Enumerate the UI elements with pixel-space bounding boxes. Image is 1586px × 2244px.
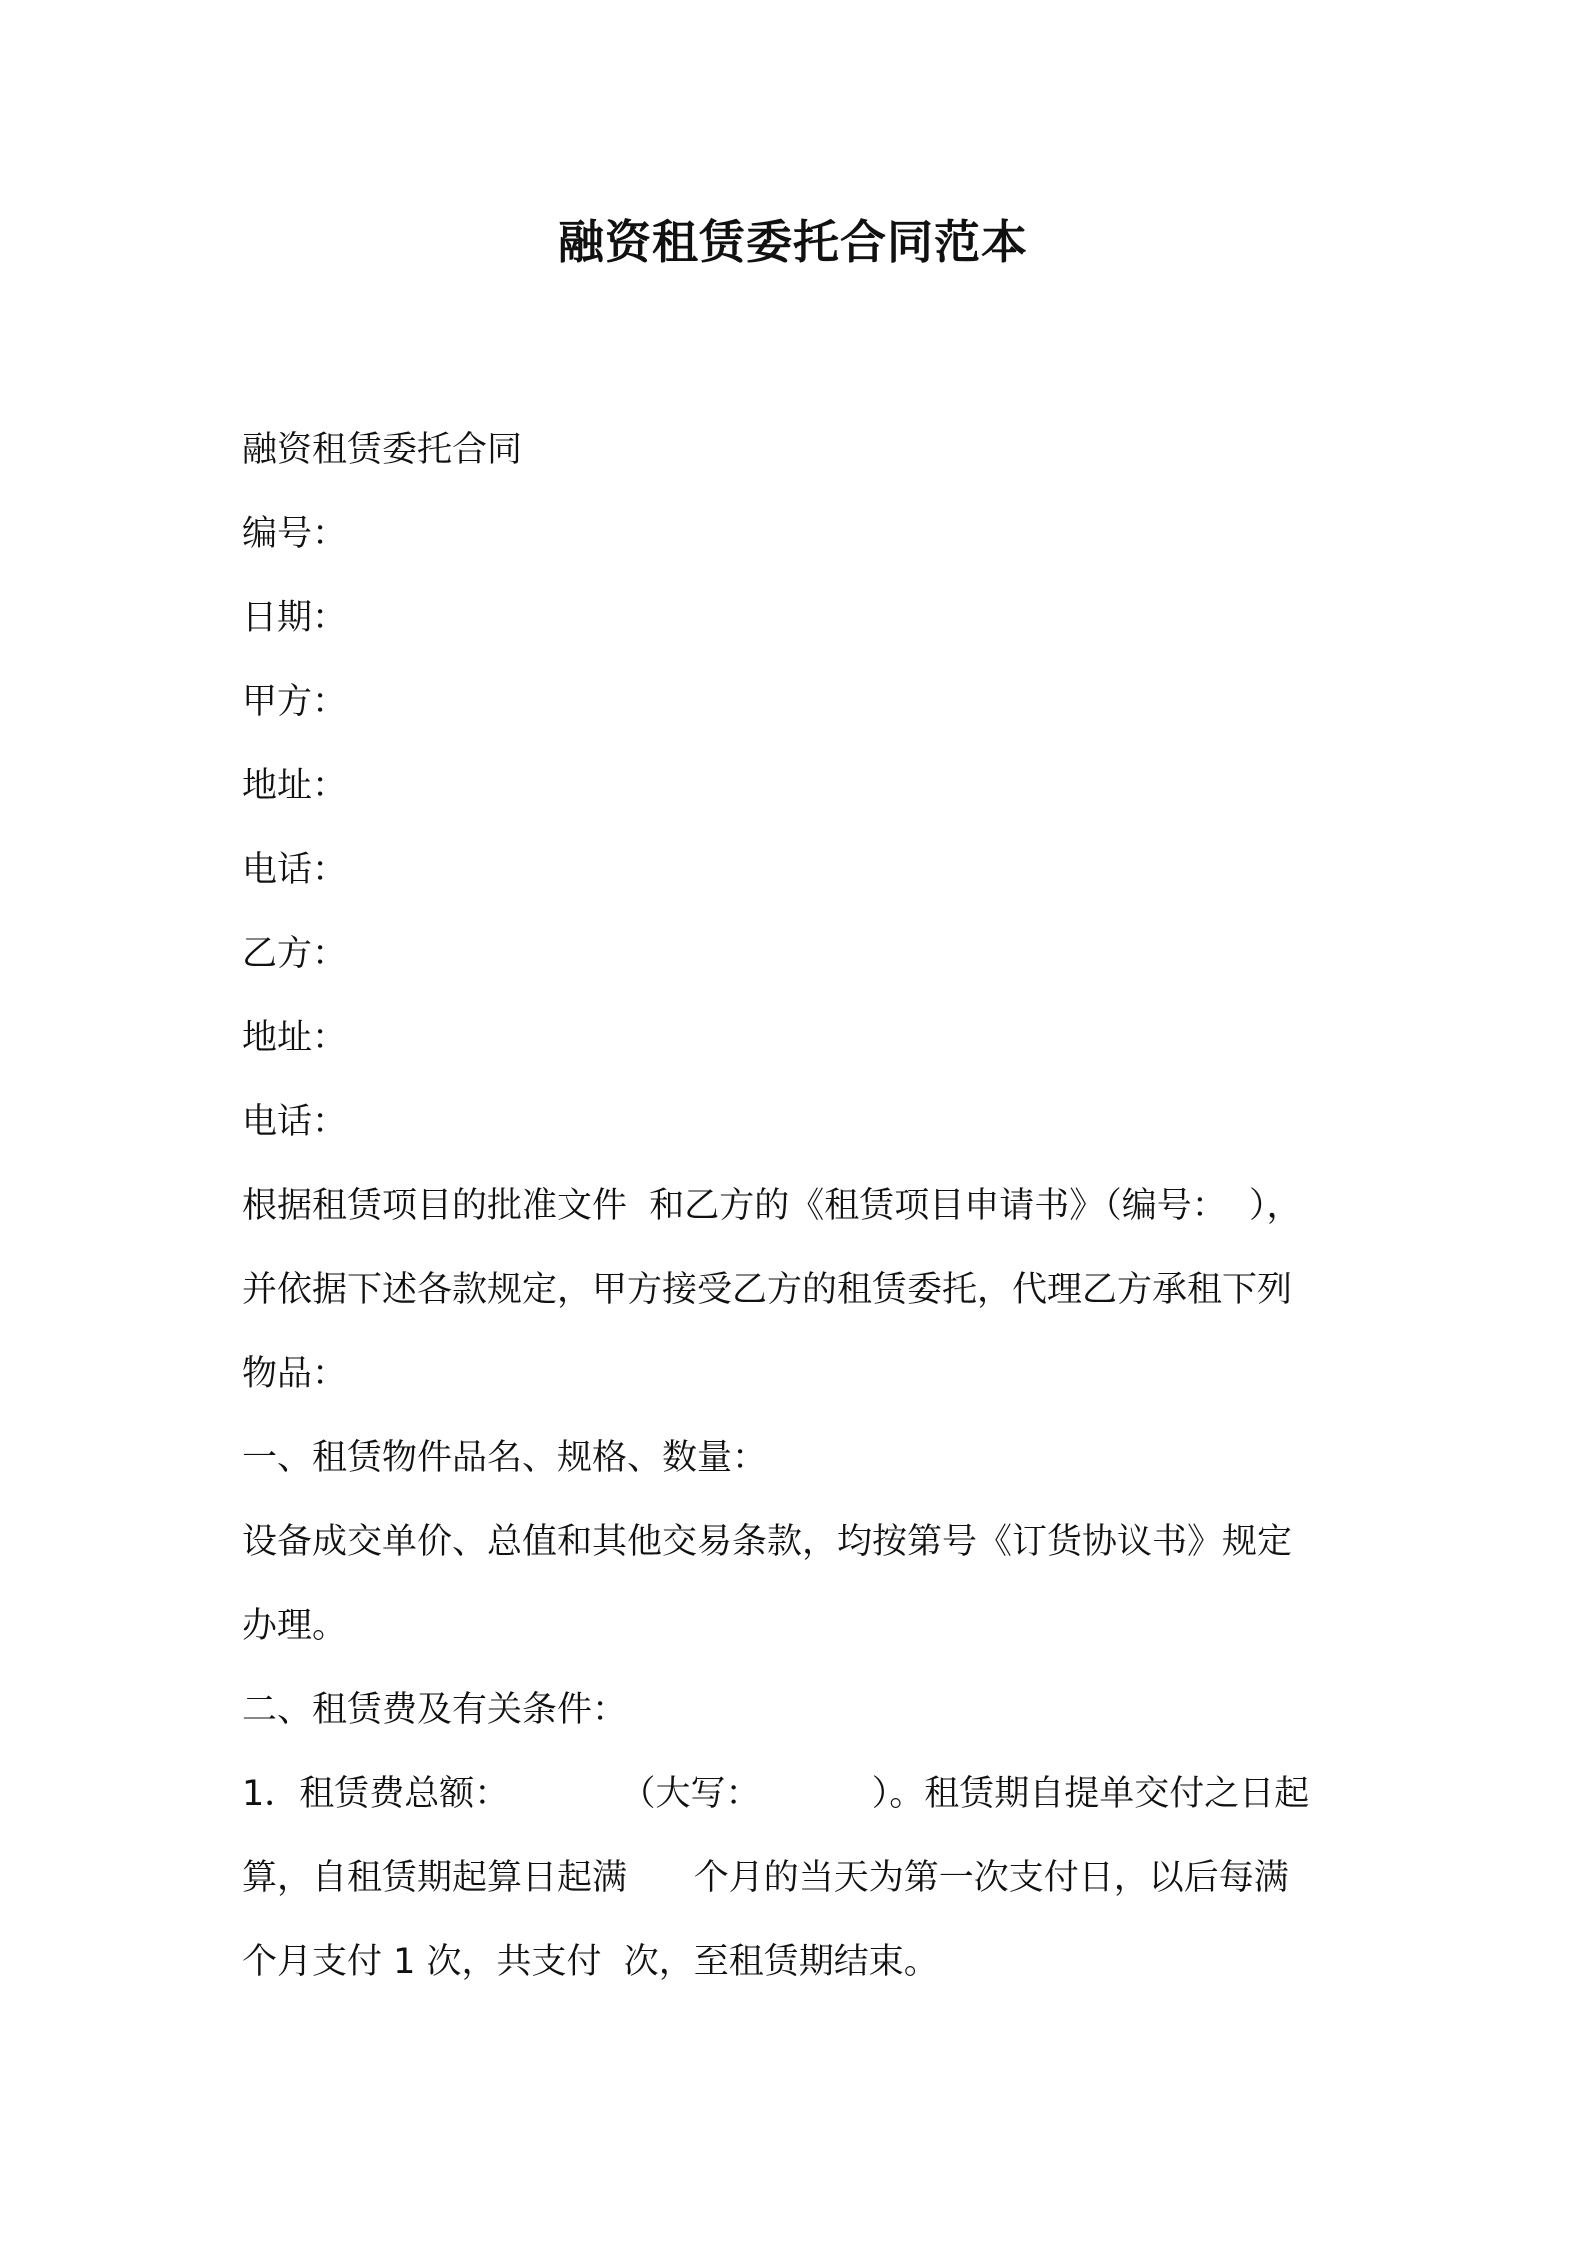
- field-party-b: 乙方：: [242, 934, 348, 974]
- field-party-b-address: 地址：: [242, 1018, 348, 1058]
- contract-heading: 融资租赁委托合同: [242, 430, 523, 470]
- paragraph-line: 设备成交单价、总值和其他交易条款，均按第号《订货协议书》规定: [242, 1522, 1293, 1562]
- field-party-a-address: 地址：: [242, 766, 348, 806]
- field-party-a: 甲方：: [242, 682, 348, 722]
- section-heading-1: 一、租赁物件品名、规格、数量：: [242, 1438, 768, 1478]
- field-number: 编号：: [242, 514, 348, 554]
- paragraph-line: 办理。: [242, 1606, 348, 1646]
- paragraph-line: 算，自租赁期起算日起满 个月的当天为第一次支付日，以后每满: [242, 1858, 1289, 1898]
- field-party-a-phone: 电话：: [242, 850, 348, 890]
- paragraph-line: 个月支付 1 次，共支付 次，至租赁期结束。: [242, 1942, 939, 1982]
- field-date: 日期：: [242, 598, 348, 638]
- paragraph-line: 1．租赁费总额： （大写： ）。租赁期自提单交付之日起: [242, 1774, 1310, 1814]
- document-body: [242, 408, 1362, 2004]
- paragraph-line: 根据租赁项目的批准文件 和乙方的《租赁项目申请书》（编号： ），: [242, 1186, 1302, 1226]
- paragraph-line: 并依据下述各款规定，甲方接受乙方的租赁委托，代理乙方承租下列: [242, 1270, 1293, 1310]
- document-title: 融资租赁委托合同范本: [558, 215, 1028, 269]
- field-party-b-phone: 电话：: [242, 1102, 348, 1142]
- section-heading-2: 二、租赁费及有关条件：: [242, 1690, 628, 1730]
- paragraph-line: 物品：: [242, 1354, 348, 1394]
